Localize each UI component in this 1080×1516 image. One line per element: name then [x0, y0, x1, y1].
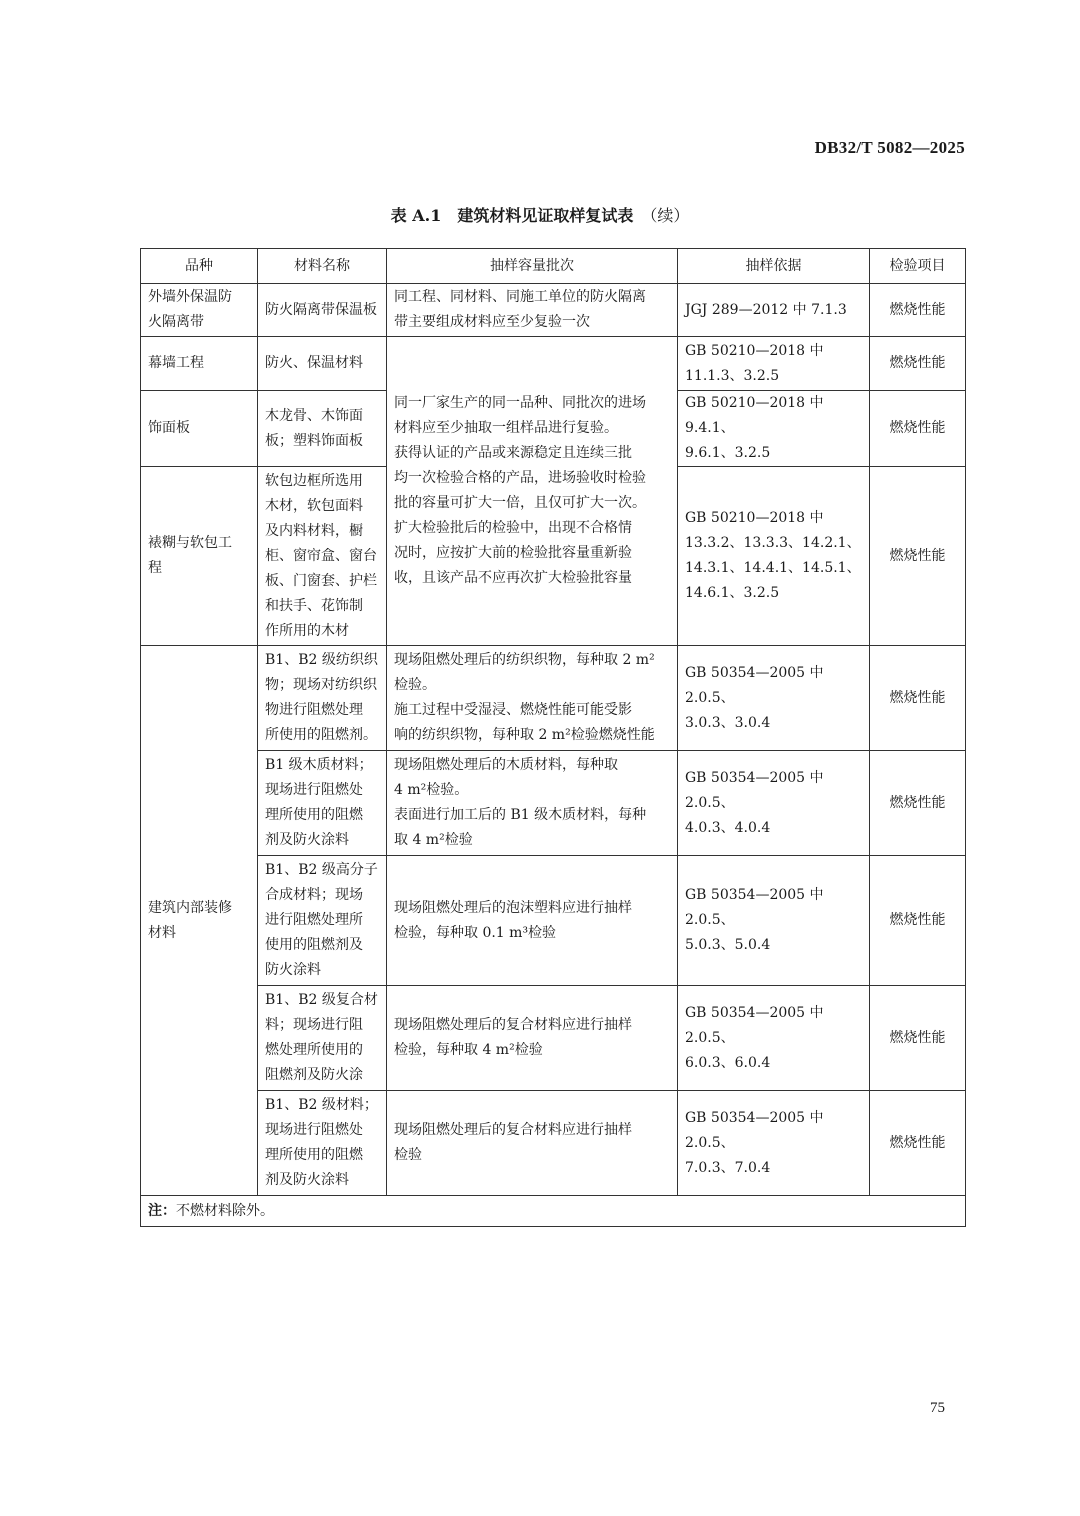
table-title-continued: （续） — [641, 206, 690, 225]
table-row — [141, 646, 966, 751]
category-cell: 裱糊与软包工 程 — [141, 467, 258, 646]
shared-batch-cell: 同一厂家生产的同一品种、同批次的进场 材料应至少抽取一组样品进行复验。 获得认证的产品或来源稳定且连续三批 均一次检验合格的产品，进场验收时检验 批的容量可扩大一倍，且仅可扩大一次。 扩大检验批后的检验中，出现不合格情 况时，应按扩大前的检验批容量重新验 收，且该产品不应再次扩大检验批容量 — [387, 337, 678, 646]
table-title — [0, 203, 1080, 226]
table-row — [141, 986, 966, 1091]
table-row — [141, 751, 966, 856]
batch-cell: 现场阻燃处理后的复合材料应进行抽样 检验 — [387, 1091, 678, 1196]
basis-cell: GB 50210—2018 中 11.1.3、3.2.5 — [678, 337, 870, 391]
table-header-row — [141, 249, 966, 284]
item-cell: 燃烧性能 — [870, 856, 966, 986]
batch-cell: 现场阻燃处理后的木质材料，每种取 4 m²检验。 表面进行加工后的 B1 级木质材料，每种 取 4 m²检验 — [387, 751, 678, 856]
basis-cell: GB 50210—2018 中 13.3.2、13.3.3、14.2.1、 14.3.1、14.4.1、14.5.1、 14.6.1、3.2.5 — [678, 467, 870, 646]
basis-cell: GB 50354—2005 中 2.0.5、 5.0.3、5.0.4 — [678, 856, 870, 986]
batch-cell: 现场阻燃处理后的复合材料应进行抽样 检验，每种取 4 m²检验 — [387, 986, 678, 1091]
material-cell: B1、B2 级材料； 现场进行阻燃处 理所使用的阻燃 剂及防火涂料 — [258, 1091, 387, 1196]
table-row — [141, 337, 966, 391]
basis-cell: GB 50210—2018 中 9.4.1、 9.6.1、3.2.5 — [678, 391, 870, 467]
basis-cell: JGJ 289—2012 中 7.1.3 — [678, 284, 870, 337]
material-cell: 防火隔离带保温板 — [258, 284, 387, 337]
basis-cell: GB 50354—2005 中 2.0.5、 3.0.3、3.0.4 — [678, 646, 870, 751]
material-cell: 木龙骨、木饰面 板；塑料饰面板 — [258, 391, 387, 467]
category-cell: 建筑内部装修 材料 — [141, 646, 258, 1196]
basis-cell: GB 50354—2005 中 2.0.5、 6.0.3、6.0.4 — [678, 986, 870, 1091]
item-cell: 燃烧性能 — [870, 751, 966, 856]
header-material: 材料名称 — [258, 249, 387, 284]
header-category: 品种 — [141, 249, 258, 284]
item-cell: 燃烧性能 — [870, 646, 966, 751]
material-cell: 防火、保温材料 — [258, 337, 387, 391]
item-cell: 燃烧性能 — [870, 986, 966, 1091]
category-cell: 饰面板 — [141, 391, 258, 467]
note-label: 注： — [148, 1202, 176, 1219]
header-basis: 抽样依据 — [678, 249, 870, 284]
basis-cell: GB 50354—2005 中 2.0.5、 4.0.3、4.0.4 — [678, 751, 870, 856]
table-row — [141, 1091, 966, 1196]
material-cell: 软包边框所选用 木材，软包面料 及内料材料，橱 柜、窗帘盒、窗台 板、门窗套、护栏 和扶手、花饰制 作所用的木材 — [258, 467, 387, 646]
item-cell: 燃烧性能 — [870, 1091, 966, 1196]
material-cell: B1、B2 级复合材 料；现场进行阻 燃处理所使用的 阻燃剂及防火涂 — [258, 986, 387, 1091]
material-cell: B1、B2 级高分子 合成材料；现场 进行阻燃处理所 使用的阻燃剂及 防火涂料 — [258, 856, 387, 986]
batch-cell: 现场阻燃处理后的纺织织物，每种取 2 m² 检验。 施工过程中受湿浸、燃烧性能可能受影 响的纺织织物，每种取 2 m²检验燃烧性能 — [387, 646, 678, 751]
page-number: 75 — [930, 1400, 945, 1416]
material-cell: B1 级木质材料； 现场进行阻燃处 理所使用的阻燃 剂及防火涂料 — [258, 751, 387, 856]
material-cell: B1、B2 级纺织织 物；现场对纺织织 物进行阻燃处理 所使用的阻燃剂。 — [258, 646, 387, 751]
header-item: 检验项目 — [870, 249, 966, 284]
header-batch: 抽样容量批次 — [387, 249, 678, 284]
table-row — [141, 856, 966, 986]
table-note — [141, 1196, 966, 1227]
note-text: 不燃材料除外。 — [176, 1202, 274, 1219]
item-cell: 燃烧性能 — [870, 391, 966, 467]
table-title-main: 表 A.1 建筑材料见证取样复试表 — [390, 206, 634, 225]
sampling-table — [140, 248, 966, 1227]
item-cell: 燃烧性能 — [870, 467, 966, 646]
item-cell: 燃烧性能 — [870, 337, 966, 391]
batch-cell: 现场阻燃处理后的泡沫塑料应进行抽样 检验，每种取 0.1 m³检验 — [387, 856, 678, 986]
batch-cell: 同工程、同材料、同施工单位的防火隔离 带主要组成材料应至少复验一次 — [387, 284, 678, 337]
item-cell: 燃烧性能 — [870, 284, 966, 337]
document-code: DB32/T 5082—2025 — [814, 138, 965, 157]
basis-cell: GB 50354—2005 中 2.0.5、 7.0.3、7.0.4 — [678, 1091, 870, 1196]
table-row — [141, 284, 966, 337]
category-cell: 外墙外保温防 火隔离带 — [141, 284, 258, 337]
category-cell: 幕墙工程 — [141, 337, 258, 391]
table-note-row — [141, 1196, 966, 1227]
